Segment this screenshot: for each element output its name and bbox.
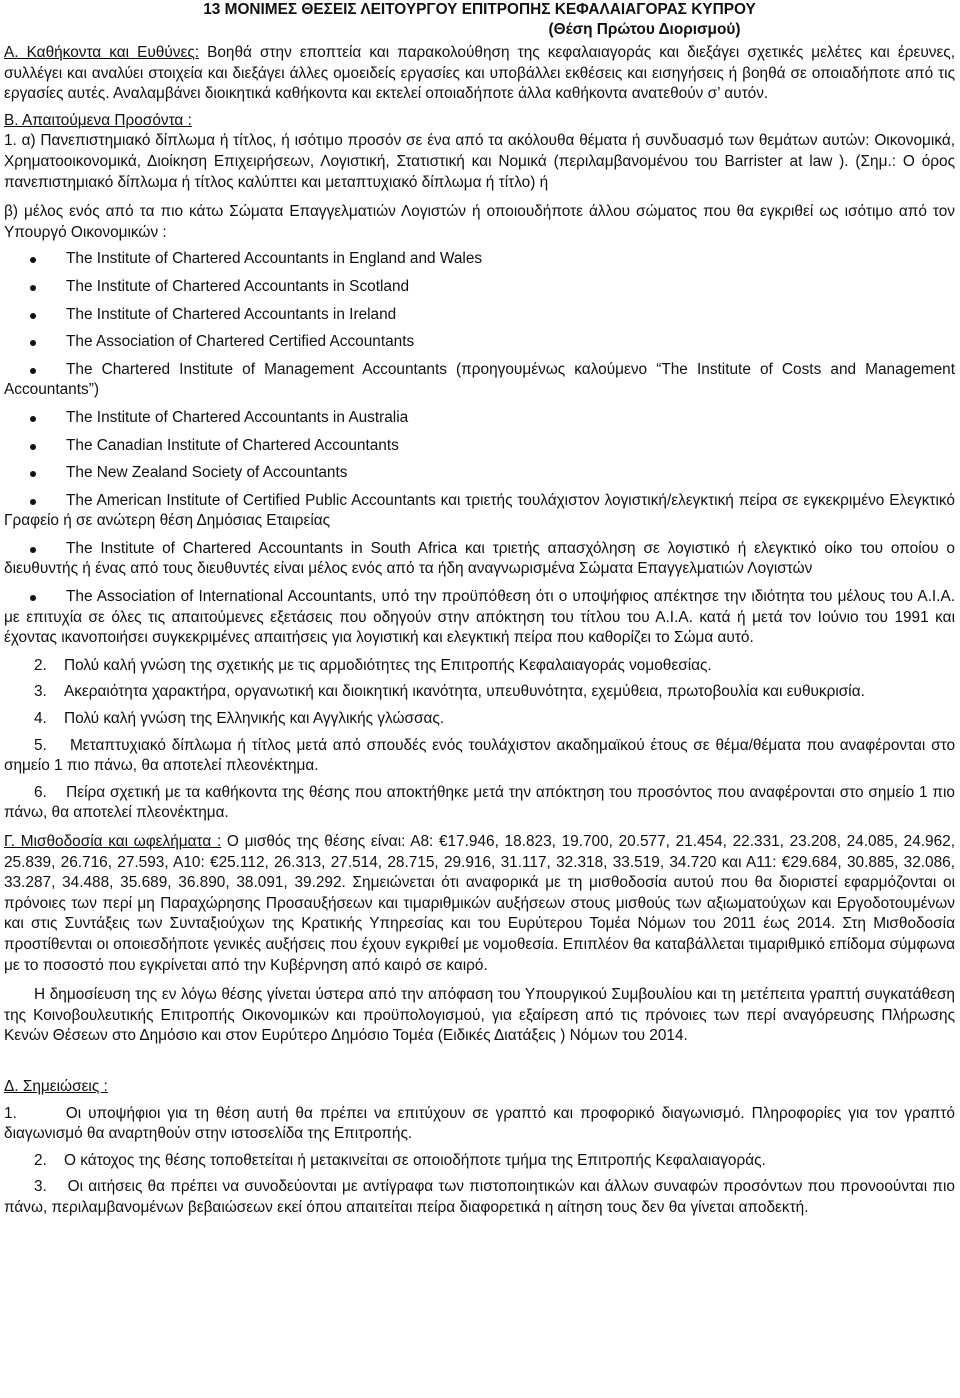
qualification-3: 3. Ακεραιότητα χαρακτήρα, οργανωτική και διοικητική ικανότητα, υπευθυνότητα, εχεμύθεια, πρωτοβουλία και ευθυκρισία. <box>34 683 865 701</box>
list-item: The New Zealand Society of Accountants <box>4 463 955 484</box>
list-item: The Association of Chartered Certified Accountants <box>4 332 955 353</box>
bullet-icon <box>30 257 36 263</box>
section-a-text: Βοηθά στην εποπτεία και παρακολούθηση της κεφαλαιαγοράς και διεξάγει σχετικές μελέτες και έρευνες, συλλέγει και αναλύει στοιχεία και διεξάγει άλλες ομοειδείς εργασίες και υποβάλλει εκθέσεις και εισηγήσεις ή βοηθά σε οποιαδήποτε από τις εργασίες αυτές. Αναλαμβάνει διοικητικά καθήκοντα και εκτελεί οποιαδήποτε άλλα καθήκοντα ανατεθούν σ’ αυτόν. <box>4 44 955 103</box>
bullet-icon <box>30 340 36 346</box>
accounting-bodies-list <box>4 249 955 649</box>
section-d-label: Δ. Σημειώσεις : <box>4 1077 108 1095</box>
bullet-icon <box>30 547 36 553</box>
document-title: 13 ΜΟΝΙΜΕΣ ΘΕΣΕΙΣ ΛΕΙΤΟΥΡΓΟΥ ΕΠΙΤΡΟΠΗΣ ΚΕΦΑΛΑΙΑΓΟΡΑΣ ΚΥΠΡΟΥ <box>203 1 756 18</box>
list-item: The Canadian Institute of Chartered Accountants <box>4 436 955 457</box>
section-c-heading: Γ. Μισθοδοσία και ωφελήματα : <box>4 833 222 850</box>
list-item: The Chartered Institute of Management Accountants (προηγουμένως καλούμενο “The Institute of Costs and Management Accountants”) <box>4 360 955 399</box>
section-b-heading <box>4 111 955 132</box>
bullet-icon <box>30 499 36 505</box>
bullet-icon <box>30 416 36 422</box>
bullet-icon <box>30 313 36 319</box>
list-item: The Institute of Chartered Accountants in Scotland <box>4 277 955 298</box>
qualification-1a: 1. α) Πανεπιστημιακό δίπλωμα ή τίτλος, ή ισότιμο προσόν σε ένα από τα ακόλουθα θέματα ή συνδυασμό των θεμάτων αυτών: Οικονομικά, Χρηματοοικονομικά, Διοίκηση Επιχειρήσεων, Λογιστική, Στατιστική και Νομικά (περιλαμβανομένου του Barrister at law ). (Σημ.: Ο όρος πανεπιστημιακό δίπλωμα ή τίτλος καλύπτει και μεταπτυχιακό δίπλωμα ή τίτλο) ή <box>4 132 955 191</box>
list-item: The American Institute of Certified Public Accountants και τριετής τουλάχιστον λογιστική/ελεγκτική πείρα σε εγκεκριμένο Ελεγκτικό Γραφείο ή σε ανώτερη θέση Δημόσιας Εταιρείας <box>4 491 955 530</box>
qualification-5: 5. Μεταπτυχιακό δίπλωμα ή τίτλος μετά από σπουδές ενός τουλάχιστον ακαδημαϊκού έτους σε θέμα/θέματα που αναφέρονται στο σημείο 1 πιο πάνω, θα αποτελεί πλεονέκτημα. <box>4 736 956 775</box>
bullet-icon <box>30 285 36 291</box>
section-a-heading: Α. Καθήκοντα και Ευθύνες: <box>4 44 200 61</box>
list-item: The Association of International Accountants, υπό την προϋπόθεση ότι ο υποψήφιος απέκτησε την ιδιότητα του μέλους του Α.Ι.Α. με επιτυχία σε όλες τις απαιτούμενες εξετάσεις που οδηγούν στην απόκτηση του τίτλου του Α.Ι.Α. κατά ή μετά τον Ιούνιο του 1991 και έχοντας ικανοποιήσει συγκεκριμένες απαιτήσεις για λογιστική και ελεγκτική πείρα που καθορίζει το Σώμα αυτό. <box>4 588 955 647</box>
publication-paragraph: Η δημοσίευση της εν λόγω θέσης γίνεται ύστερα από την απόφαση του Υπουργικού Συμβουλίου και τη μετέπειτα γραπτή συγκατάθεση της Κοινοβουλευτικής Επιτροπής Οικονομικών και προϋπολογισμού, για εξαίρεση από τις πρόνοιες των περί αναγόρευσης Πλήρωσης Κενών Θέσεων στο Δημόσιο και στον Ευρύτερο Δημόσιο Τομέα (Ειδικές Διατάξεις ) Νόμων του 2014. <box>4 986 955 1045</box>
note-3: 3. Οι αιτήσεις θα πρέπει να συνοδεύονται με αντίγραφα των πιστοποιητικών και άλλων συναφών προσόντων που προνοούνται πιο πάνω, περιλαμβανομένων βεβαιώσεων εκεί όπου απαιτείται πείρα διαφορετικά η αίτηση τους δεν θα γίνεται αποδεκτή. <box>4 1178 955 1216</box>
section-d-heading <box>4 1077 955 1098</box>
note-2: 2. Ο κάτοχος της θέσης τοποθετείται ή μετακινείται σε οποιοδήποτε τμήμα της Επιτροπής Κεφαλαιαγοράς. <box>34 1151 766 1169</box>
qualification-1b: β) μέλος ενός από τα πιο κάτω Σώματα Επαγγελματιών Λογιστών ή οποιουδήποτε άλλου σώματος που θα εγκριθεί ως ισότιμο από τον Υπουργό Οικονομικών : <box>4 203 955 241</box>
list-item: The Institute of Chartered Accountants in Ireland <box>4 305 955 326</box>
section-b-label: Β. Απαιτούμενα Προσόντα : <box>4 111 192 129</box>
section-c <box>4 832 955 976</box>
note-1: 1. Οι υποψήφιοι για τη θέση αυτή θα πρέπει να επιτύχουν σε γραπτό και προφορικό διαγωνισμό. Πληροφορίες για τον γραπτό διαγωνισμό θα αναρτηθούν στην ιστοσελίδα της Επιτροπής. <box>4 1104 955 1143</box>
bullet-icon <box>30 595 36 601</box>
list-item: The Institute of Chartered Accountants in Australia <box>4 408 955 429</box>
bullet-icon <box>30 444 36 450</box>
qualification-2: 2. Πολύ καλή γνώση της σχετικής με τις αρμοδιότητες της Επιτροπής Κεφαλαιαγοράς νομοθεσίας. <box>34 656 712 674</box>
bullet-icon <box>30 368 36 374</box>
qualification-4: 4. Πολύ καλή γνώση της Ελληνικής και Αγγλικής γλώσσας. <box>34 710 445 728</box>
list-item: The Institute of Chartered Accountants in England and Wales <box>4 249 955 270</box>
section-a <box>4 43 955 105</box>
bullet-icon <box>30 471 36 477</box>
list-item: The Institute of Chartered Accountants in South Africa και τριετής απασχόληση σε λογιστικό ή ελεγκτικό οίκο του οποίου ο διευθυντής ή ένας από τους διευθυντές είναι μέλος ενός από τα ήδη αναγνωρισμένα Σώματα Επαγγελματιών Λογιστών <box>4 539 955 578</box>
section-c-text: Ο μισθός της θέσης είναι: Α8: €17.946, 18.823, 19.700, 20.577, 21.454, 22.331, 23.208, 24.085, 24.962, 25.839, 26.716, 27.593, Α10: €25.112, 26.313, 27.514, 28.715, 29.916, 31.117, 32.318, 33.519, 34.720 και Α11: €29.684, 30.885, 32.086, 33.287, 34.488, 35.689, 36.890, 38.091, 39.292. Σημειώνεται ότι αναφορικά με τη μισθοδοσία αυτού που θα διοριστεί εφαρμόζονται οι πρόνοιες των περί μη Παραχώρησης Προσαυξήσεων και τιμαριθμικών αυξήσεων στους μισθούς των αξιωματούχων και Εργοδοτουμένων και στις Συντάξεις των Συνταξιούχων της Κρατικής Υπηρεσίας και του Ευρύτερου Τομέα Νόμων του 2011 έως 2014. Στη Μισθοδοσία προστίθενται οι οποιεσδήποτε γενικές αυξήσεις που έχουν εγκριθεί με νομοθεσία. Επιπλέον θα καταβάλλεται τιμαριθμικό επίδομα σύμφωνα με το ποσοστό που εγκρίνεται από την Κυβέρνηση από καιρό σε καιρό. <box>4 833 956 974</box>
qualification-6: 6. Πείρα σχετική με τα καθήκοντα της θέσης που αποκτήθηκε μετά την απόκτηση του προσόντος που αναφέρονται στο σημείο 1 πιο πάνω, θα αποτελεί πλεονέκτημα. <box>4 783 955 822</box>
document-subtitle: (Θέση Πρώτου Διορισμού) <box>548 21 741 38</box>
